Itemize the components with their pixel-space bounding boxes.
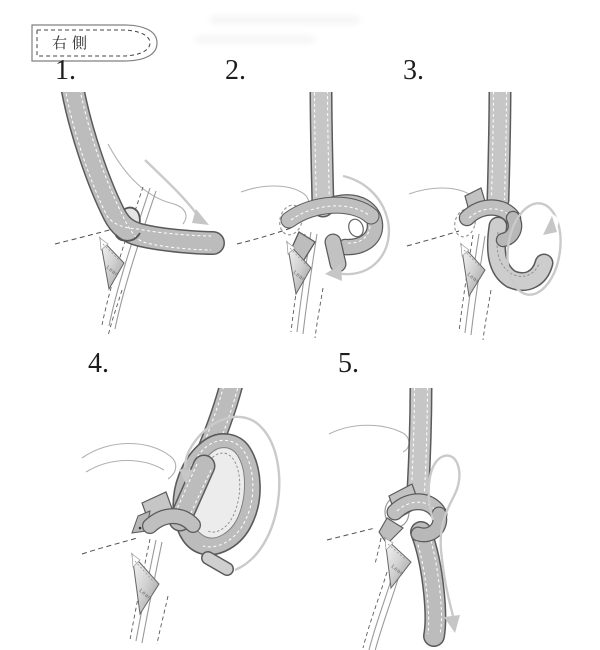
strap-end-tab <box>30 22 160 64</box>
strap-end-outline <box>30 22 160 64</box>
bag-corner <box>327 425 409 650</box>
svg-text:Lean: Lean <box>291 269 307 284</box>
strap <box>492 92 507 200</box>
ghost-smudge <box>195 36 315 43</box>
svg-text:Lean: Lean <box>389 563 405 578</box>
strap <box>65 92 213 250</box>
step-1-illustration <box>50 92 240 342</box>
step-number-4: 4. <box>88 348 109 379</box>
step-4-illustration <box>80 388 305 648</box>
strap <box>412 388 428 492</box>
step-2-illustration <box>235 92 410 342</box>
strap-tail <box>415 530 442 636</box>
bag-corner <box>82 444 176 645</box>
step-number-1: 1. <box>55 55 76 86</box>
side-label: 右側 <box>52 36 93 52</box>
leather-tag <box>461 244 485 296</box>
ghost-smudge <box>210 16 360 24</box>
svg-text:Lean: Lean <box>104 264 120 279</box>
svg-text:Lean: Lean <box>137 587 153 602</box>
step-number-2: 2. <box>225 55 246 86</box>
step-number-5: 5. <box>338 348 359 379</box>
step-number-3: 3. <box>403 55 424 86</box>
svg-text:Lean: Lean <box>465 271 481 286</box>
step-3-illustration <box>405 92 590 342</box>
step-5-illustration <box>325 388 535 650</box>
strap <box>315 92 330 206</box>
arrow-right-icon <box>145 160 209 225</box>
